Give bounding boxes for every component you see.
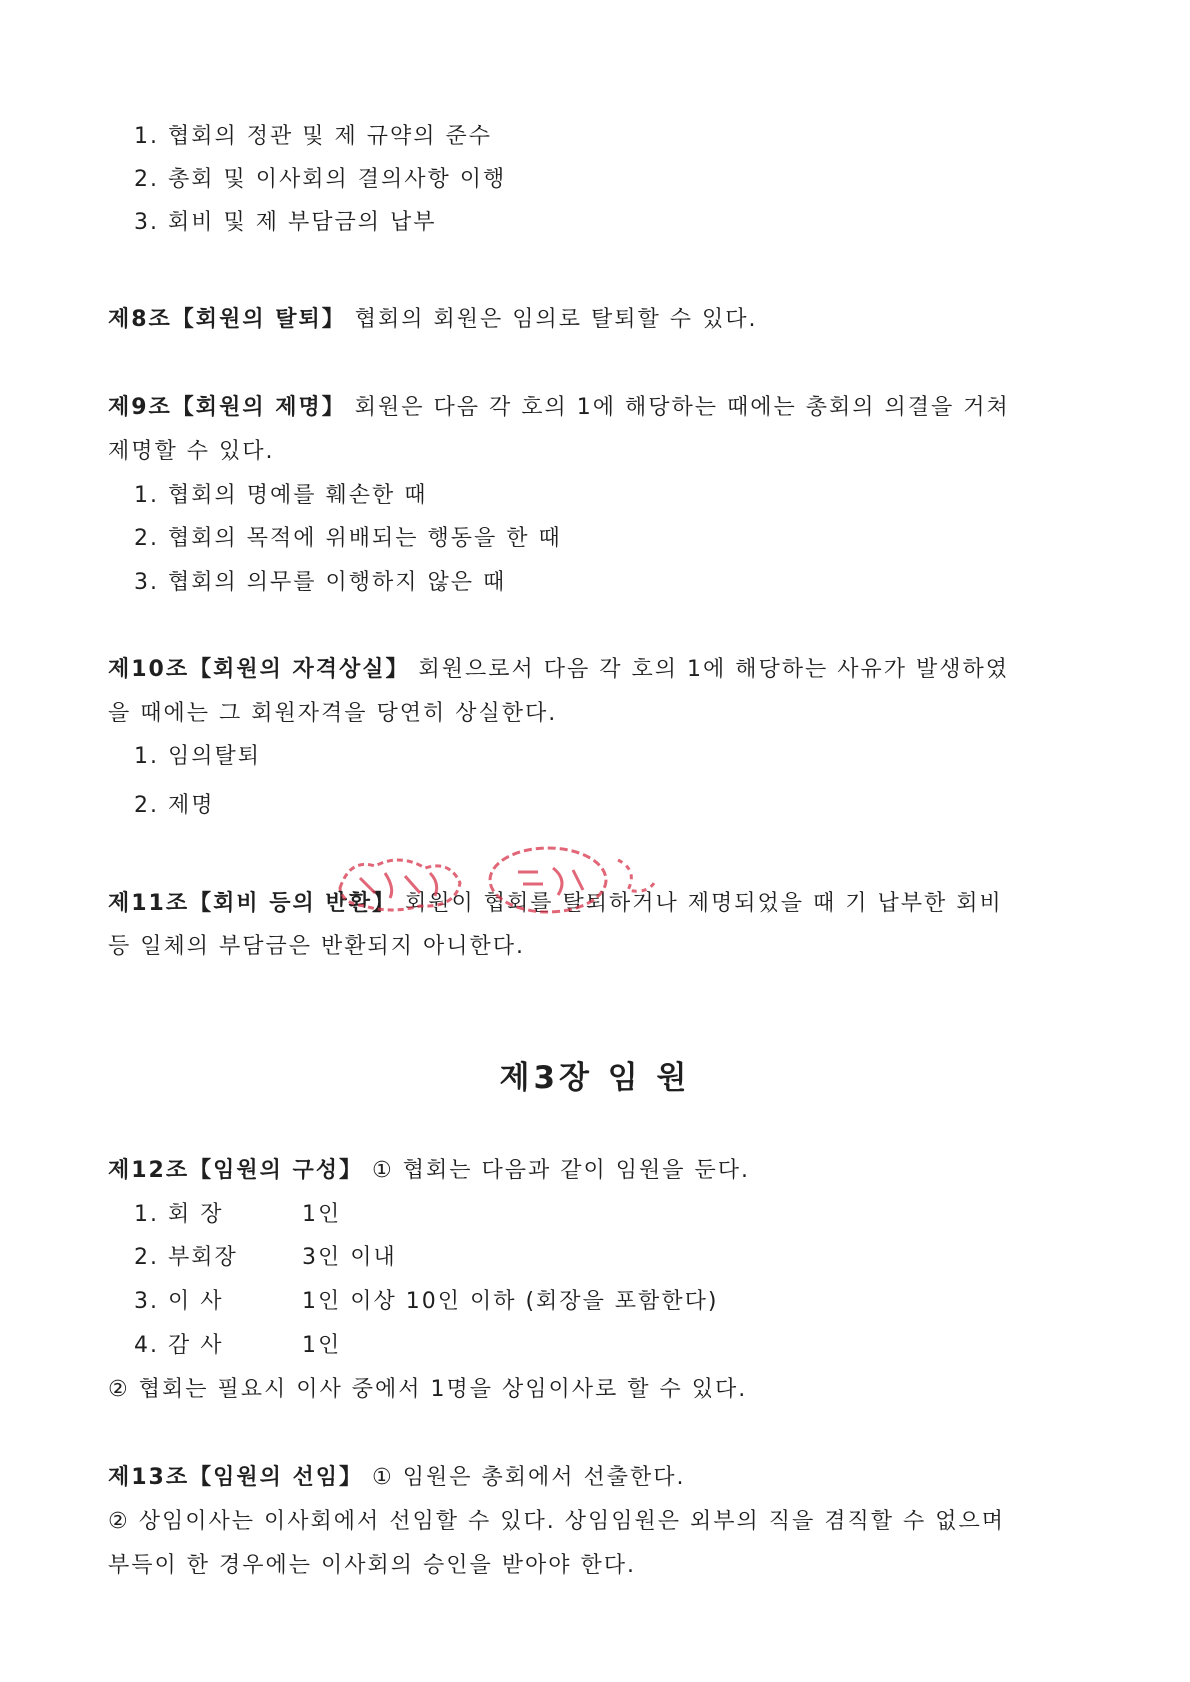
article-9 xyxy=(108,393,1010,423)
article-10-line1: 회원으로서 다음 각 호의 1에 해당하는 사유가 발생하였 xyxy=(409,657,1010,682)
officer-label: 2. 부회장 xyxy=(134,1245,238,1270)
officer-count: 1인 이상 10인 이하 (회장을 포함한다) xyxy=(302,1289,719,1314)
article-9-line1: 회원은 다음 각 호의 1에 해당하는 때에는 총회의 의결을 거쳐 xyxy=(345,395,1010,420)
article-9-line2: 제명할 수 있다. xyxy=(108,439,275,464)
officer-label: 1. 회 장 xyxy=(134,1202,224,1227)
article-11 xyxy=(108,889,1003,919)
officer-count: 3인 이내 xyxy=(302,1245,397,1270)
officer-row xyxy=(134,1200,341,1230)
article-11-line1: 회원이 협회를 탈퇴하거나 제명되었을 때 기 납부한 회비 xyxy=(395,891,1003,916)
art9-item-3: 3. 협회의 의무를 이행하지 않은 때 xyxy=(134,570,507,595)
article-13-heading: 제13조【임원의 선임】 xyxy=(108,1465,364,1490)
article-13 xyxy=(108,1463,686,1493)
seal-stroke xyxy=(618,860,656,891)
article-8 xyxy=(108,305,757,335)
art9-item-1: 1. 협회의 명예를 훼손한 때 xyxy=(134,483,428,508)
article-13-line2: ② 상임이사는 이사회에서 선임할 수 있다. 상임임원은 외부의 직을 겸직할 수 없으며 xyxy=(108,1509,1005,1534)
article-13-line3: 부득이 한 경우에는 이사회의 승인을 받아야 한다. xyxy=(108,1553,636,1578)
officer-row xyxy=(134,1287,718,1317)
art10-item-1: 1. 임의탈퇴 xyxy=(134,744,261,769)
officer-label: 4. 감 사 xyxy=(134,1333,224,1358)
art10-item-2: 2. 제명 xyxy=(134,793,215,818)
article-11-line2: 등 일체의 부담금은 반환되지 아니한다. xyxy=(108,934,525,959)
article-12-line1: ① 협회는 다음과 같이 임원을 둔다. xyxy=(363,1158,750,1183)
article-9-heading: 제9조【회원의 제명】 xyxy=(108,395,346,420)
art7-item-2: 2. 총회 및 이사회의 결의사항 이행 xyxy=(134,167,507,192)
article-11-heading: 제11조【회비 등의 반환】 xyxy=(108,891,396,916)
article-10-line2: 을 때에는 그 회원자격을 당연히 상실한다. xyxy=(108,701,558,726)
art7-item-1: 1. 협회의 정관 및 제 규약의 준수 xyxy=(134,124,492,149)
officer-row xyxy=(134,1331,341,1361)
article-8-text: 협회의 회원은 임의로 탈퇴할 수 있다. xyxy=(345,307,758,332)
article-10 xyxy=(108,655,1009,685)
article-8-heading: 제8조【회원의 탈퇴】 xyxy=(108,307,346,332)
article-13-line1: ① 임원은 총회에서 선출한다. xyxy=(363,1465,686,1490)
article-12 xyxy=(108,1156,750,1186)
art9-item-2: 2. 협회의 목적에 위배되는 행동을 한 때 xyxy=(134,526,562,551)
article-12-heading: 제12조【임원의 구성】 xyxy=(108,1158,364,1183)
article-12-para2: ② 협회는 필요시 이사 중에서 1명을 상임이사로 할 수 있다. xyxy=(108,1377,748,1402)
article-10-heading: 제10조【회원의 자격상실】 xyxy=(108,657,410,682)
officer-count: 1인 xyxy=(302,1333,342,1358)
officer-label: 3. 이 사 xyxy=(134,1289,224,1314)
officer-count: 1인 xyxy=(302,1202,342,1227)
officer-row xyxy=(134,1243,397,1273)
chapter-title: 제3장 임 원 xyxy=(499,1060,691,1096)
art7-item-3: 3. 회비 및 제 부담금의 납부 xyxy=(134,210,437,235)
